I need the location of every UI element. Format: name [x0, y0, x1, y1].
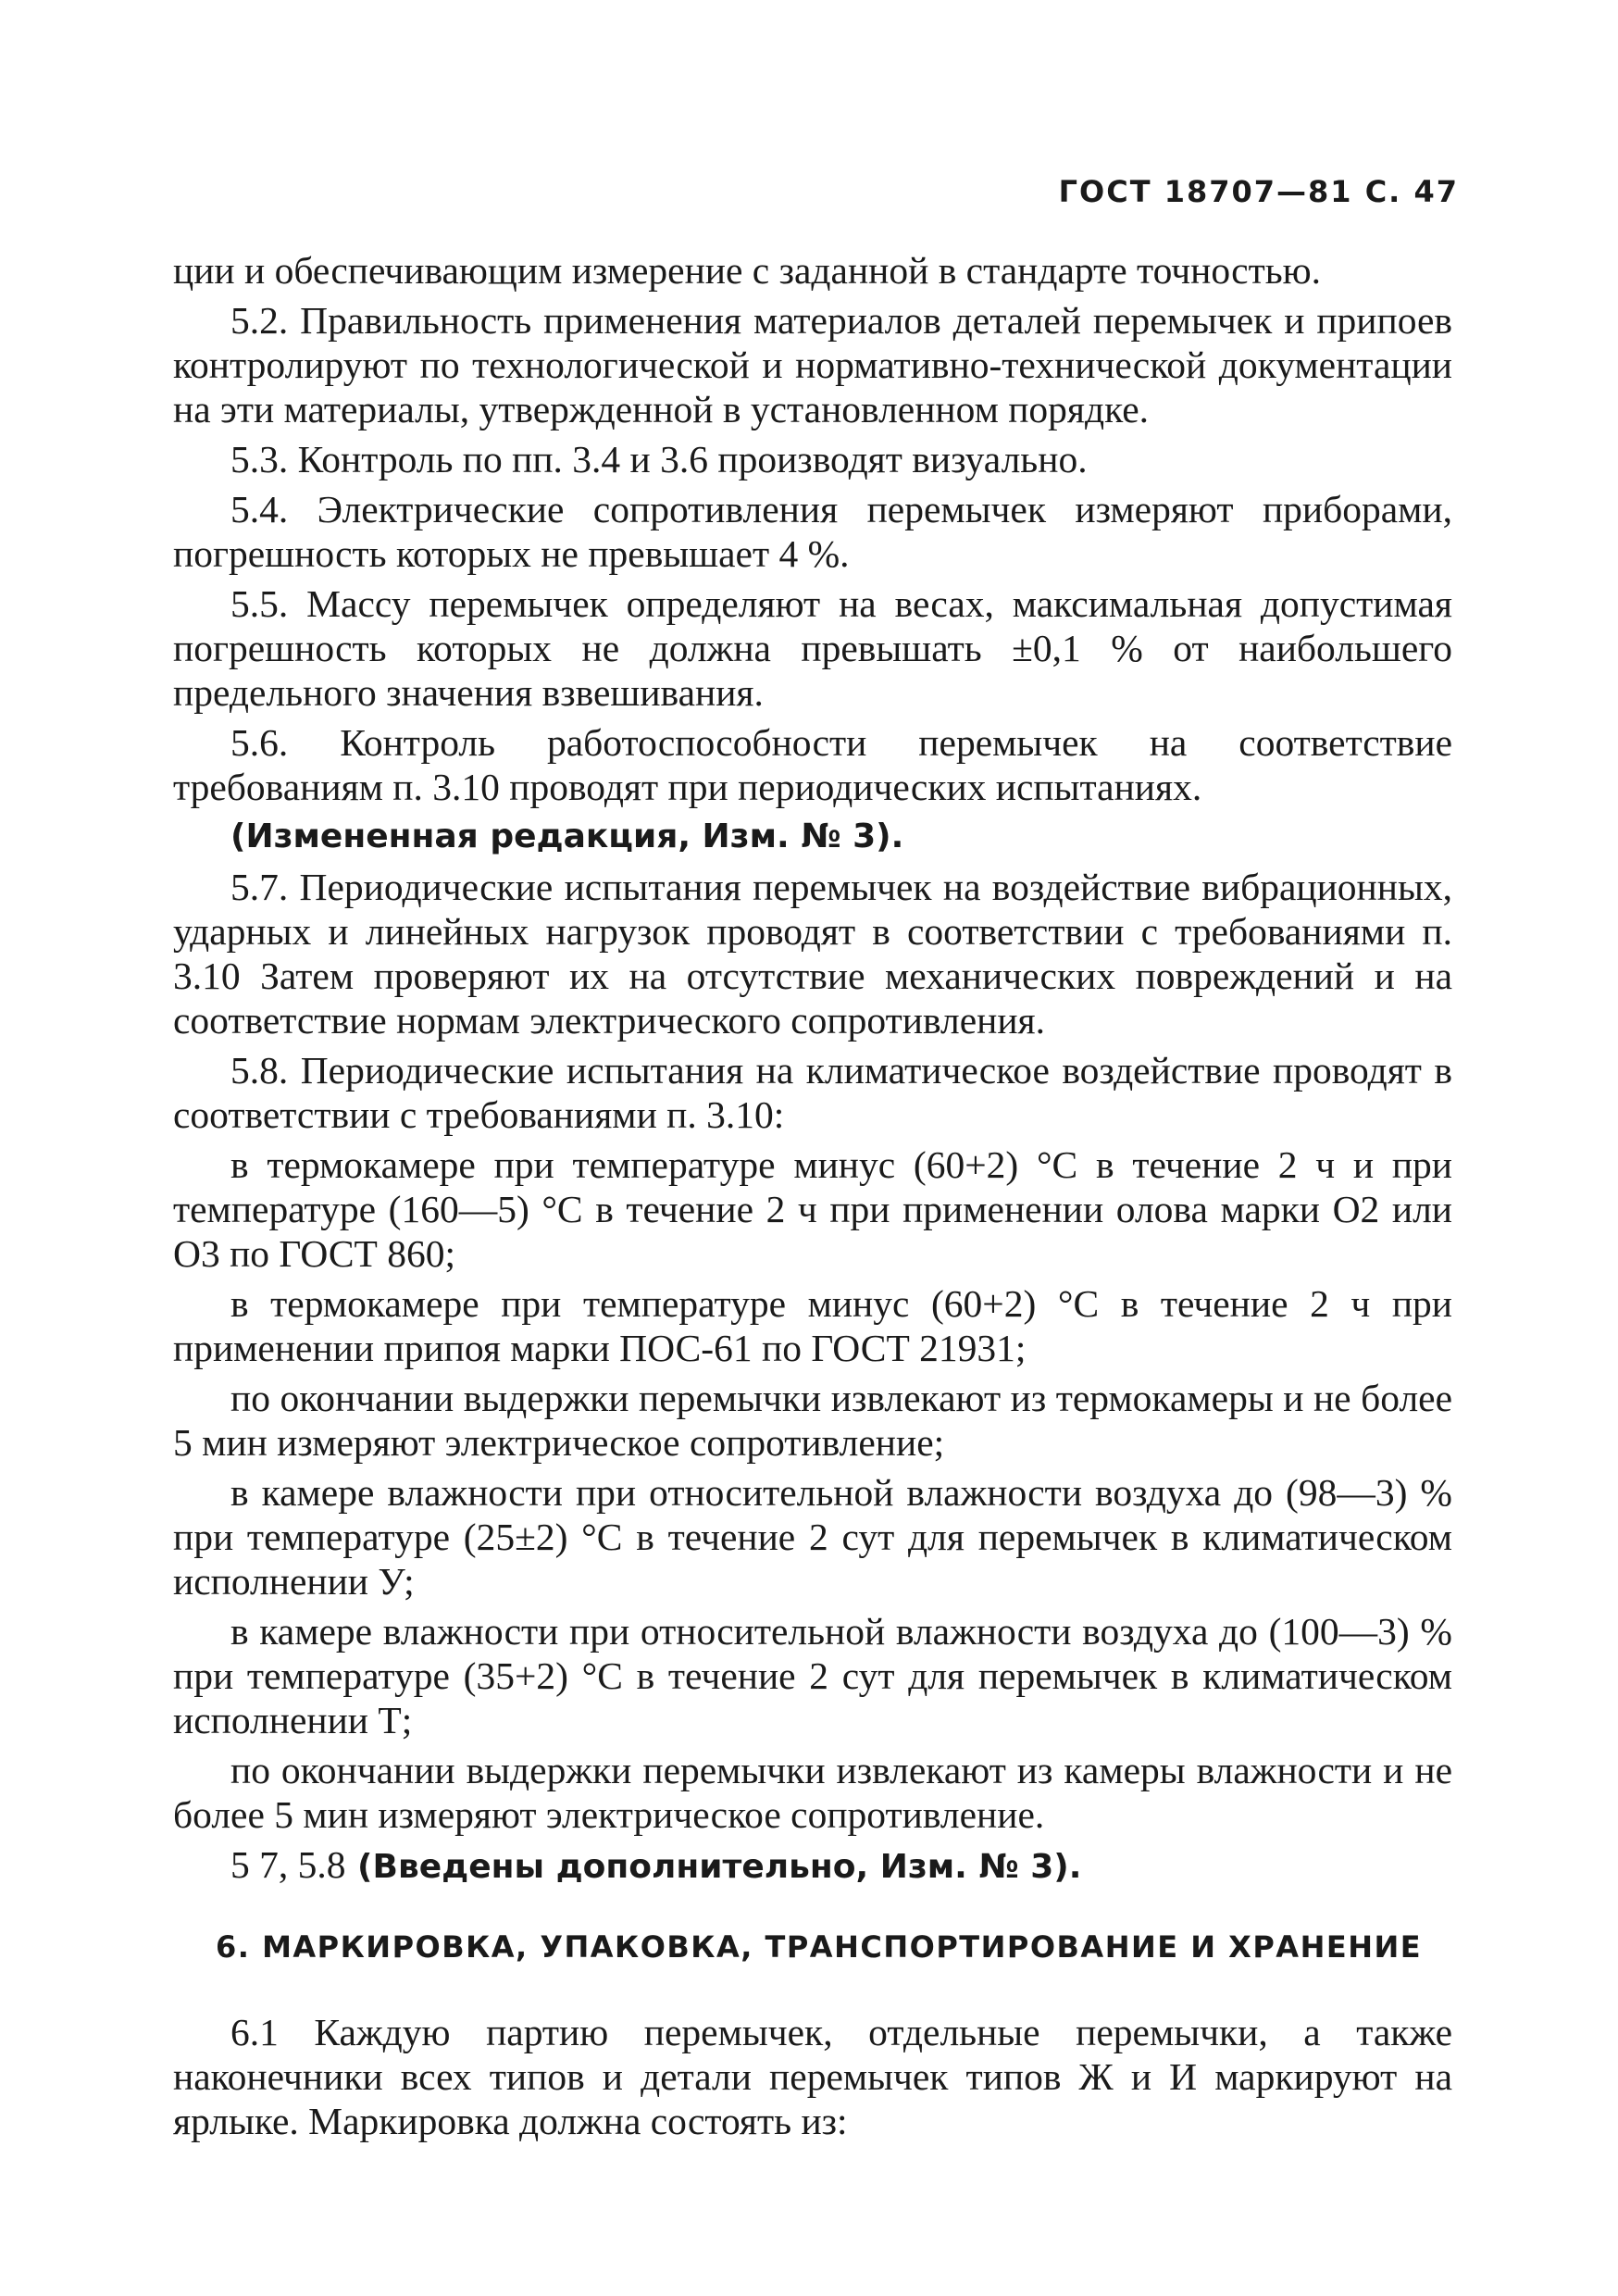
amendment-note-1: (Измененная редакция, Изм. № 3). — [230, 817, 904, 855]
paragraph-continuation: ции и обеспечивающим измерение с заданной в стандарте точностью. — [173, 249, 1322, 292]
paragraph-5-8-item-f: по окончании выдержки перемычки извлекают из камеры влажности и не более 5 мин измеряют электрическое сопротивление. — [173, 1749, 1452, 1836]
paragraph-5-8-item-c: по окончании выдержки перемычки извлекают из термокамеры и не более 5 мин измеряют электрическое сопротивление; — [173, 1377, 1452, 1464]
paragraph-5-8: 5.8. Периодические испытания на климатическое воздействие проводят в соответствии с требованиями п. 3.10: — [173, 1049, 1452, 1136]
amendment-note-2-text: (Введены дополнительно, Изм. № 3). — [357, 1848, 1082, 1886]
paragraph-5-8-item-d: в камере влажности при относительной влажности воздуха до (98—3) % при температуре (25±2) °С в течение 2 сут для перемычек в климатическом исполнении У; — [173, 1471, 1452, 1603]
paragraph-5-7: 5.7. Периодические испытания перемычек на воздействие вибрационных, ударных и линейных нагрузок проводят в соответствии с требованиями п. 3.10 Затем проверяют их на отсутствие механических повреждений и на соответствие нормам электрического сопротивления. — [173, 866, 1452, 1042]
paragraph-6-1: 6.1 Каждую партию перемычек, отдельные перемычки, а также наконечники всех типов и детали перемычек типов Ж и И маркируют на ярлыке. Маркировка должна состоять из: — [173, 2011, 1452, 2142]
paragraph-5-3: 5.3. Контроль по пп. 3.4 и 3.6 производят визуально. — [230, 438, 1088, 480]
paragraph-5-2: 5.2. Правильность применения материалов деталей перемычек и припоев контролируют по технологической и нормативно-технической документации на эти материалы, утвержденной в установленном порядке. — [173, 299, 1452, 430]
paragraph-5-6: 5.6. Контроль работоспособности перемычек на соответствие требованиям п. 3.10 проводят при периодических испытаниях. — [173, 721, 1452, 808]
amendment-note-2-clauses: 5 7, 5.8 — [230, 1843, 346, 1886]
paragraph-5-8-item-e: в камере влажности при относительной влажности воздуха до (100—3) % при температуре (35+2) °С в течение 2 сут для перемычек в климатическом исполнении Т; — [173, 1610, 1452, 1741]
section-6-heading: 6. МАРКИРОВКА, УПАКОВКА, ТРАНСПОРТИРОВАНИЕ И ХРАНЕНИЕ — [216, 1929, 1423, 1965]
paragraph-5-4: 5.4. Электрические сопротивления перемычек измеряют приборами, погрешность которых не превышает 4 %. — [173, 488, 1452, 575]
amendment-note-2 — [173, 1842, 1452, 1890]
paragraph-5-8-item-a: в термокамере при температуре минус (60+2) °С в течение 2 ч и при температуре (160—5) °С в течение 2 ч при применении олова марки О2 или О3 по ГОСТ 860; — [173, 1143, 1452, 1275]
running-header: ГОСТ 18707—81 С. 47 — [1058, 174, 1459, 209]
document-body — [173, 248, 1452, 2149]
paragraph-5-5: 5.5. Массу перемычек определяют на весах, максимальная допустимая погрешность которых не должна превышать ±0,1 % от наибольшего предельного значения взвешивания. — [173, 582, 1452, 714]
paragraph-5-8-item-b: в термокамере при температуре минус (60+2) °С в течение 2 ч при применении припоя марки ПОС-61 по ГОСТ 21931; — [173, 1282, 1452, 1369]
